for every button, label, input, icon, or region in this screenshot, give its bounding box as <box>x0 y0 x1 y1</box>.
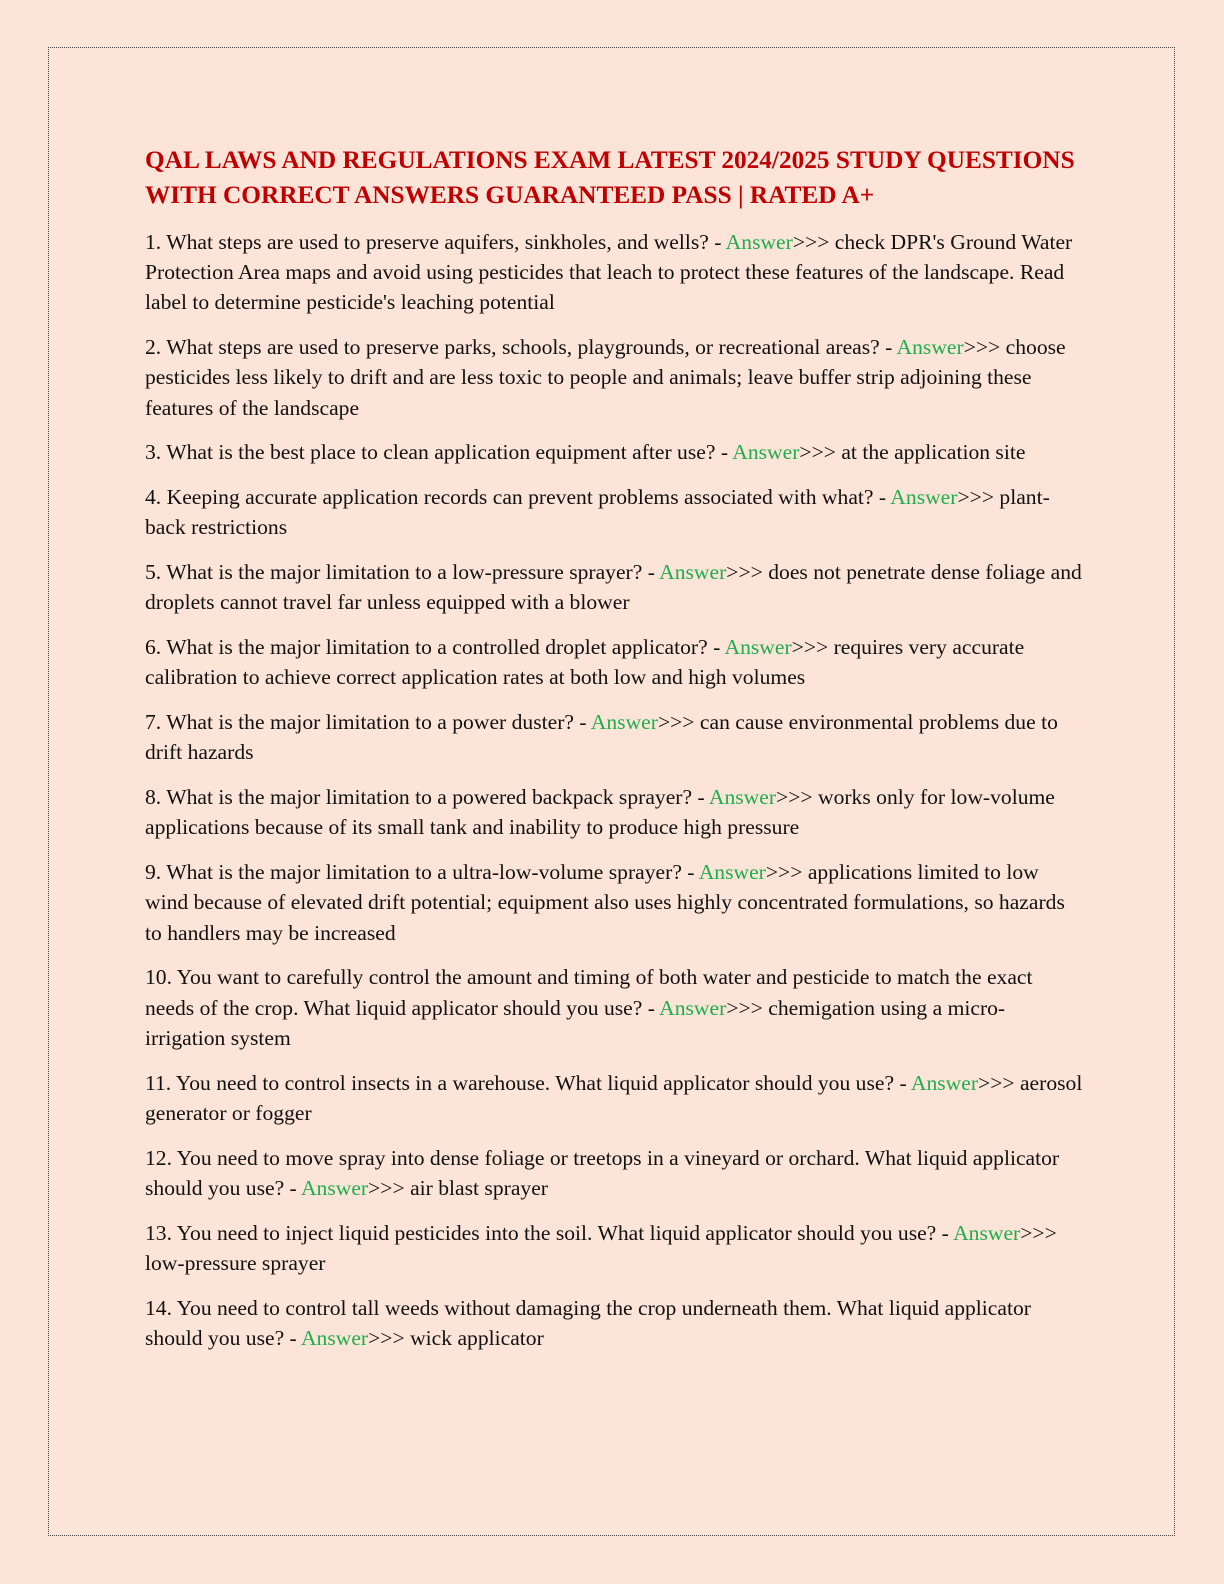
answer-label: Answer <box>953 1220 1021 1245</box>
question-text: 12. You need to move spray into dense foliage or treetops in a vineyard or orchard. What liquid applicator should you use? - <box>145 1145 1060 1200</box>
question-item <box>145 632 1085 692</box>
question-text: 3. What is the best place to clean application equipment after use? - <box>145 440 733 465</box>
answer-marker: >>> <box>1020 1220 1057 1245</box>
answer-text: requires very accurate calibration to achieve correct application rates at both low and high volumes <box>145 635 1025 690</box>
answer-label: Answer <box>896 335 964 360</box>
question-item <box>145 707 1085 767</box>
question-item <box>145 482 1085 542</box>
question-item <box>145 332 1085 423</box>
question-text: 4. Keeping accurate application records can prevent problems associated with what? - <box>145 485 891 510</box>
question-text: 11. You need to control insects in a warehouse. What liquid applicator should you use? - <box>145 1070 911 1095</box>
answer-marker: >>> <box>957 485 995 510</box>
answer-label: Answer <box>698 860 766 885</box>
answer-marker: >>> <box>368 1325 405 1350</box>
answer-label: Answer <box>659 995 727 1020</box>
question-text: 6. What is the major limitation to a controlled droplet applicator? - <box>145 635 725 660</box>
question-item <box>145 1293 1085 1353</box>
answer-label: Answer <box>725 230 793 254</box>
answer-text: low-pressure sprayer <box>145 1250 326 1275</box>
question-list <box>145 227 1085 1353</box>
question-text: 13. You need to inject liquid pesticides into the soil. What liquid applicator should you use? - <box>145 1220 954 1245</box>
question-item <box>145 782 1085 842</box>
answer-marker: >>> <box>978 1070 1015 1095</box>
answer-text: at the application site <box>835 440 1026 465</box>
answer-marker: >>> <box>799 440 836 465</box>
answer-marker: >>> <box>765 860 803 885</box>
question-item <box>145 557 1085 617</box>
question-item <box>145 437 1085 467</box>
answer-label: Answer <box>732 440 800 465</box>
answer-label: Answer <box>300 1325 369 1350</box>
question-item <box>145 1218 1085 1278</box>
question-text: 5. What is the major limitation to a low-pressure sprayer? - <box>145 560 660 585</box>
answer-marker: >>> <box>791 635 829 660</box>
answer-marker: >>> <box>963 335 1001 360</box>
answer-label: Answer <box>708 785 777 810</box>
question-text: 1. What steps are used to preserve aquifers, sinkholes, and wells? - <box>145 230 726 254</box>
answer-text: chemigation using a micro-irrigation system <box>145 995 1006 1050</box>
answer-text: air blast sprayer <box>404 1175 548 1200</box>
answer-marker: >>> <box>792 230 830 254</box>
question-text: 7. What is the major limitation to a power duster? - <box>145 710 591 735</box>
question-item <box>145 1143 1085 1203</box>
document-body <box>145 143 1085 1368</box>
answer-marker: >>> <box>657 710 695 735</box>
answer-text: aerosol generator or fogger <box>145 1070 1083 1125</box>
document-title: QAL LAWS AND REGULATIONS EXAM LATEST 2024/2025 STUDY QUESTIONS WITH CORRECT ANSWERS GUARANTEED PASS | RATED A+ <box>145 146 1075 209</box>
answer-text: works only for low-volume applications because of its small tank and inability to produce high pressure <box>145 785 1055 840</box>
question-item <box>145 857 1085 948</box>
answer-text: check DPR's Ground Water Protection Area maps and avoid using pesticides that leach to protect these features of the landscape. Read label to determine pesticide's leaching potential <box>145 230 1073 315</box>
answer-label: Answer <box>659 560 727 585</box>
answer-text: does not penetrate dense foliage and droplets cannot travel far unless equipped with a blower <box>145 560 1082 615</box>
answer-label: Answer <box>590 710 658 735</box>
answer-text: wick applicator <box>404 1325 544 1350</box>
question-item <box>145 1068 1085 1128</box>
answer-text: choose pesticides less likely to drift and are less toxic to people and animals; leave buffer strip adjoining these features of the landscape <box>145 335 1066 420</box>
answer-text: plant-back restrictions <box>145 485 1050 540</box>
answer-marker: >>> <box>776 785 813 810</box>
question-text: 8. What is the major limitation to a powered backpack sprayer? - <box>145 785 709 810</box>
answer-label: Answer <box>300 1175 369 1200</box>
question-text: 9. What is the major limitation to a ultra-low-volume sprayer? - <box>145 860 699 885</box>
question-text: 2. What steps are used to preserve parks, schools, playgrounds, or recreational areas? - <box>145 335 897 360</box>
question-item <box>145 962 1085 1053</box>
answer-marker: >>> <box>726 560 763 585</box>
answer-marker: >>> <box>726 995 763 1020</box>
question-text: 10. You want to carefully control the amount and timing of both water and pesticide to match the exact needs of the crop. What liquid applicator should you use? - <box>145 965 1033 1020</box>
answer-label: Answer <box>724 635 792 660</box>
question-item <box>145 227 1085 318</box>
answer-text: applications limited to low wind because of elevated drift potential; equipment also uses highly concentrated formulations, so hazards to handlers may be increased <box>145 860 1065 945</box>
answer-marker: >>> <box>368 1175 405 1200</box>
answer-text: can cause environmental problems due to drift hazards <box>145 710 1058 765</box>
answer-label: Answer <box>910 1070 979 1095</box>
question-text: 14. You need to control tall weeds without damaging the crop underneath them. What liquid applicator should you use? - <box>145 1295 1031 1350</box>
answer-label: Answer <box>890 485 958 510</box>
